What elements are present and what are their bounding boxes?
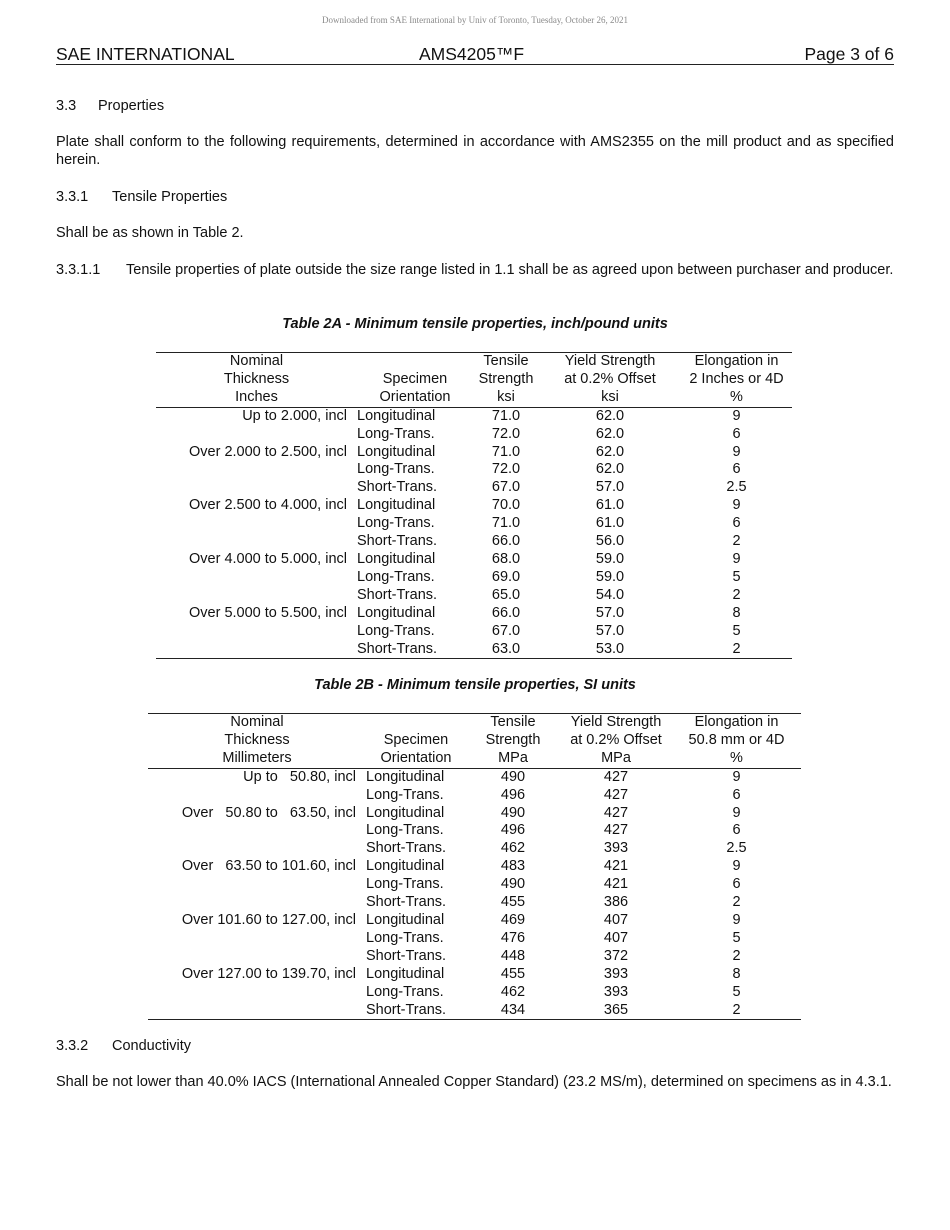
cell-elongation: 9	[732, 407, 741, 424]
cell-orientation: Longitudinal	[357, 604, 436, 621]
section-3-3-heading	[56, 98, 164, 116]
header-tensile-line2: Strength	[478, 370, 534, 387]
cell-elongation: 9	[732, 768, 741, 785]
cell-orientation: Long-Trans.	[366, 983, 444, 1000]
cell-tensile-strength: 66.0	[491, 604, 521, 621]
cell-elongation: 2	[732, 533, 741, 550]
cell-orientation: Short-Trans.	[357, 641, 473, 659]
cell-yield-strength: 372	[603, 947, 629, 964]
cell-yield-strength: 427	[603, 768, 629, 785]
cell-elongation: 9	[732, 804, 741, 821]
cell-elongation: 9	[732, 858, 741, 875]
header-elongation-line2: 2 Inches or 4D	[689, 370, 784, 387]
cell-tensile-strength: 69.0	[491, 568, 521, 585]
section-number: 3.3.2	[56, 1038, 89, 1054]
cell-thickness: Over 63.50 to 101.60, incl	[181, 858, 356, 875]
cell-yield-strength: 393	[603, 840, 629, 857]
cell-orientation: Short-Trans.	[357, 586, 438, 603]
cell-thickness	[156, 479, 357, 497]
cell-thickness: Over 50.80 to 63.50, incl	[181, 804, 356, 821]
cell-thickness	[148, 984, 366, 1002]
cell-yield-strength: 59.0	[595, 568, 625, 585]
table-row	[148, 966, 801, 984]
cell-thickness	[156, 569, 357, 587]
header-thickness-unit: Millimeters	[148, 750, 366, 768]
header-thickness-unit: Inches	[156, 389, 357, 407]
table-row	[148, 1002, 801, 1020]
cell-thickness	[156, 587, 357, 605]
cell-thickness	[148, 840, 366, 858]
cell-thickness: Over 101.60 to 127.00, incl	[181, 911, 356, 928]
table-row	[148, 805, 801, 823]
cell-tensile-strength: 67.0	[491, 479, 521, 496]
table-row	[148, 768, 801, 786]
cell-orientation: Long-Trans.	[357, 461, 435, 478]
cell-yield-strength: 54.0	[595, 586, 625, 603]
cell-orientation: Short-Trans.	[366, 947, 447, 964]
cell-elongation: 6	[732, 461, 741, 478]
table-row	[156, 623, 792, 641]
table-row	[156, 426, 792, 444]
table-row	[148, 894, 801, 912]
page-number: Page 3 of 6	[804, 44, 894, 64]
cell-tensile-strength: 455	[500, 965, 526, 982]
table-row	[156, 515, 792, 533]
table-row	[156, 497, 792, 515]
cell-yield-strength: 53.0	[539, 641, 681, 659]
header-yield-line2: at 0.2% Offset	[564, 370, 656, 387]
cell-yield-strength: 61.0	[595, 497, 625, 514]
table-row	[148, 876, 801, 894]
cell-tensile-strength: 448	[500, 947, 526, 964]
cell-yield-strength: 61.0	[595, 515, 625, 532]
page-header	[56, 44, 894, 65]
cell-elongation: 5	[732, 568, 741, 585]
cell-tensile-strength: 70.0	[491, 497, 521, 514]
cell-yield-strength: 62.0	[595, 407, 625, 424]
cell-thickness	[148, 876, 366, 894]
cell-orientation: Short-Trans.	[366, 840, 447, 857]
cell-yield-strength: 427	[603, 822, 629, 839]
cell-tensile-strength: 68.0	[491, 550, 521, 567]
header-thickness-line2: Thickness	[223, 370, 290, 387]
table-row	[148, 984, 801, 1002]
cell-yield-strength: 62.0	[595, 443, 625, 460]
publisher-name: SAE INTERNATIONAL	[56, 44, 235, 64]
cell-tensile-strength: 462	[500, 840, 526, 857]
header-elongation-line1: Elongation in	[672, 714, 801, 732]
cell-yield-strength: 59.0	[595, 550, 625, 567]
section-number: 3.3	[56, 98, 77, 114]
cell-tensile-strength: 66.0	[491, 533, 521, 550]
cell-tensile-strength: 490	[500, 804, 526, 821]
header-thickness-line1: Nominal	[156, 353, 357, 371]
cell-yield-strength: 393	[603, 983, 629, 1000]
section-title: Tensile Properties	[112, 189, 228, 205]
cell-tensile-strength: 476	[500, 929, 526, 946]
header-thickness-line2: Thickness	[224, 731, 290, 748]
cell-elongation: 6	[732, 822, 741, 839]
table-row	[156, 533, 792, 551]
cell-tensile-strength: 483	[500, 858, 526, 875]
cell-thickness	[148, 822, 366, 840]
cell-thickness	[148, 787, 366, 805]
cell-tensile-strength: 72.0	[491, 425, 521, 442]
table-row	[156, 444, 792, 462]
table-2b-caption: Table 2B - Minimum tensile properties, SI units	[314, 677, 636, 693]
header-orientation-line1: Specimen	[383, 731, 449, 748]
cell-orientation: Longitudinal	[366, 858, 445, 875]
header-yield-unit: ksi	[539, 389, 681, 407]
section-3-3-1-paragraph: Shall be as shown in Table 2.	[56, 225, 244, 241]
table-row	[148, 930, 801, 948]
header-tensile-unit: ksi	[473, 389, 539, 407]
table-row	[148, 912, 801, 930]
cell-orientation: Longitudinal	[366, 965, 445, 982]
cell-thickness	[148, 930, 366, 948]
table-row	[156, 641, 792, 659]
section-title: Properties	[98, 98, 165, 114]
cell-thickness: Up to 50.80, incl	[243, 768, 356, 785]
cell-tensile-strength: 65.0	[491, 586, 521, 603]
cell-orientation: Long-Trans.	[366, 929, 444, 946]
cell-tensile-strength: 490	[500, 768, 526, 785]
section-number: 3.3.1	[56, 189, 89, 205]
cell-yield-strength: 421	[603, 858, 629, 875]
table-row	[156, 407, 792, 425]
cell-tensile-strength: 462	[500, 983, 526, 1000]
header-elongation-line2: 50.8 mm or 4D	[688, 731, 785, 748]
cell-tensile-strength: 71.0	[491, 407, 521, 424]
table-row	[148, 948, 801, 966]
cell-tensile-strength: 71.0	[491, 443, 521, 460]
cell-yield-strength: 407	[603, 911, 629, 928]
cell-orientation: Long-Trans.	[357, 515, 435, 532]
cell-elongation: 2	[681, 641, 792, 659]
cell-tensile-strength: 67.0	[491, 622, 521, 639]
section-3-3-paragraph: Plate shall conform to the following requirements, determined in accordance with AMS2355 on the mill product and as specified herein.	[56, 134, 894, 168]
header-elongation-unit: %	[672, 750, 801, 768]
cell-orientation: Long-Trans.	[357, 568, 435, 585]
cell-tensile-strength: 496	[500, 822, 526, 839]
cell-tensile-strength: 434	[466, 1002, 560, 1020]
header-orientation-line1: Specimen	[382, 370, 448, 387]
section-3-3-1-1-number: 3.3.1.1	[56, 262, 101, 278]
cell-thickness: Over 127.00 to 139.70, incl	[181, 965, 356, 982]
table-row	[156, 569, 792, 587]
cell-elongation: 2	[732, 947, 741, 964]
header-elongation-unit: %	[681, 389, 792, 407]
cell-elongation: 6	[732, 515, 741, 532]
section-title: Conductivity	[112, 1038, 191, 1054]
header-yield-line1: Yield Strength	[539, 353, 681, 371]
table-2b	[148, 713, 801, 1020]
section-3-3-2-paragraph: Shall be not lower than 40.0% IACS (International Annealed Copper Standard) (23.2 MS/m), determined on specimens as in 4.3.1.	[56, 1074, 892, 1090]
table-row	[156, 587, 792, 605]
cell-thickness: Over 2.500 to 4.000, incl	[189, 497, 347, 514]
cell-yield-strength: 427	[603, 786, 629, 803]
table-2a	[156, 352, 792, 659]
cell-orientation: Longitudinal	[357, 443, 436, 460]
table-row	[148, 787, 801, 805]
table-row	[156, 461, 792, 479]
cell-elongation: 5	[732, 622, 741, 639]
cell-orientation: Longitudinal	[366, 804, 445, 821]
table-row	[156, 551, 792, 569]
header-thickness-line1: Nominal	[148, 714, 366, 732]
cell-yield-strength: 386	[603, 894, 629, 911]
header-yield-line1: Yield Strength	[560, 714, 672, 732]
cell-orientation: Short-Trans.	[357, 479, 438, 496]
document-number: AMS4205™F	[419, 44, 525, 64]
cell-elongation: 2	[672, 1002, 801, 1020]
cell-yield-strength: 57.0	[595, 604, 625, 621]
table-row	[156, 479, 792, 497]
header-tensile-line1: Tensile	[466, 714, 560, 732]
cell-yield-strength: 62.0	[595, 425, 625, 442]
cell-yield-strength: 421	[603, 876, 629, 893]
cell-yield-strength: 365	[560, 1002, 672, 1020]
cell-tensile-strength: 455	[500, 894, 526, 911]
cell-yield-strength: 393	[603, 965, 629, 982]
cell-tensile-strength: 469	[500, 911, 526, 928]
cell-orientation: Longitudinal	[357, 550, 436, 567]
cell-orientation: Short-Trans.	[366, 894, 447, 911]
header-tensile-line2: Strength	[485, 731, 541, 748]
header-orientation-line2: Orientation	[366, 750, 466, 768]
cell-elongation: 5	[732, 929, 741, 946]
section-3-3-1-heading	[56, 189, 227, 207]
table-row	[156, 605, 792, 623]
cell-elongation: 9	[732, 911, 741, 928]
table-row	[148, 840, 801, 858]
cell-orientation: Long-Trans.	[357, 425, 435, 442]
cell-elongation: 2	[732, 894, 741, 911]
cell-elongation: 9	[732, 497, 741, 514]
cell-elongation: 5	[732, 983, 741, 1000]
cell-thickness: Over 4.000 to 5.000, incl	[189, 550, 347, 567]
cell-orientation: Long-Trans.	[366, 822, 444, 839]
cell-elongation: 9	[732, 443, 741, 460]
download-watermark: Downloaded from SAE International by Univ of Toronto, Tuesday, October 26, 2021	[321, 15, 629, 25]
cell-thickness	[148, 894, 366, 912]
header-yield-line2: at 0.2% Offset	[570, 731, 662, 748]
cell-elongation: 2.5	[726, 479, 747, 496]
cell-elongation: 2.5	[726, 840, 747, 857]
cell-yield-strength: 57.0	[595, 479, 625, 496]
cell-tensile-strength: 71.0	[491, 515, 521, 532]
cell-thickness	[156, 533, 357, 551]
cell-tensile-strength: 63.0	[473, 641, 539, 659]
section-3-3-2-heading	[56, 1038, 191, 1056]
cell-elongation: 6	[732, 786, 741, 803]
cell-tensile-strength: 490	[500, 876, 526, 893]
cell-thickness	[156, 515, 357, 533]
cell-orientation: Short-Trans.	[357, 533, 438, 550]
cell-orientation: Long-Trans.	[366, 876, 444, 893]
cell-yield-strength: 56.0	[595, 533, 625, 550]
cell-yield-strength: 57.0	[595, 622, 625, 639]
cell-thickness	[148, 948, 366, 966]
cell-elongation: 8	[732, 604, 741, 621]
cell-thickness	[156, 623, 357, 641]
cell-elongation: 8	[732, 965, 741, 982]
table-2a-caption: Table 2A - Minimum tensile properties, inch/pound units	[282, 316, 668, 332]
table-row	[148, 858, 801, 876]
cell-tensile-strength: 72.0	[491, 461, 521, 478]
cell-elongation: 6	[732, 425, 741, 442]
cell-yield-strength: 427	[603, 804, 629, 821]
header-tensile-line1: Tensile	[473, 353, 539, 371]
table-row	[148, 822, 801, 840]
cell-orientation: Long-Trans.	[357, 622, 435, 639]
cell-thickness	[156, 641, 357, 659]
header-tensile-unit: MPa	[466, 750, 560, 768]
cell-elongation: 6	[732, 876, 741, 893]
cell-orientation: Longitudinal	[357, 497, 436, 514]
cell-yield-strength: 62.0	[595, 461, 625, 478]
cell-thickness	[156, 461, 357, 479]
cell-elongation: 2	[732, 586, 741, 603]
header-yield-unit: MPa	[560, 750, 672, 768]
cell-orientation: Longitudinal	[357, 407, 436, 424]
cell-orientation: Short-Trans.	[366, 1002, 466, 1020]
cell-orientation: Longitudinal	[366, 911, 445, 928]
cell-orientation: Longitudinal	[366, 768, 445, 785]
section-3-3-1-1-text: Tensile properties of plate outside the size range listed in 1.1 shall be as agreed upon between purchaser and producer.	[126, 262, 894, 278]
cell-tensile-strength: 496	[500, 786, 526, 803]
cell-thickness	[156, 426, 357, 444]
cell-orientation: Long-Trans.	[366, 786, 444, 803]
cell-thickness: Over 5.000 to 5.500, incl	[189, 604, 347, 621]
header-elongation-line1: Elongation in	[681, 353, 792, 371]
cell-elongation: 9	[732, 550, 741, 567]
cell-yield-strength: 407	[603, 929, 629, 946]
cell-thickness	[148, 1002, 366, 1020]
cell-thickness: Up to 2.000, incl	[242, 407, 347, 424]
cell-thickness: Over 2.000 to 2.500, incl	[189, 443, 347, 460]
header-orientation-line2: Orientation	[357, 389, 473, 407]
